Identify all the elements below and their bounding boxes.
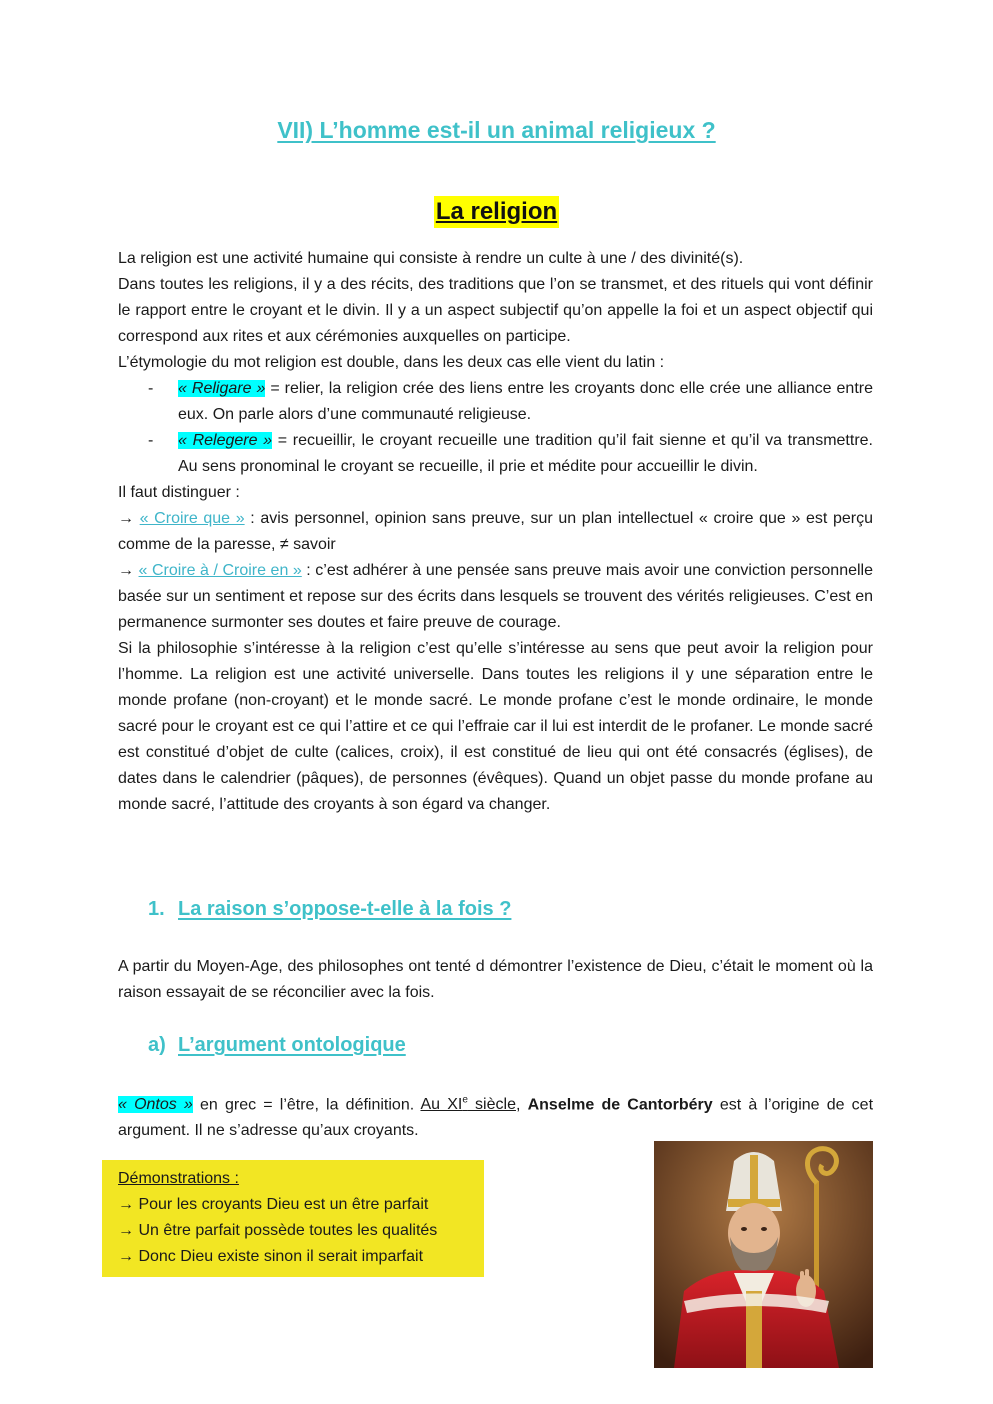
demonstration-content <box>118 1166 437 1270</box>
latin-term: « Religare » <box>178 380 266 397</box>
definition-text: : avis personnel, opinion sans preuve, sur un plan intellectuel « croire que » est perçu comme de la paresse, ≠ savoir <box>118 510 873 553</box>
heading-a <box>148 1034 406 1057</box>
heading-number: 1. <box>148 898 165 920</box>
section-heading-wrap <box>0 196 993 228</box>
heading-1 <box>148 898 511 921</box>
heading-number: a) <box>148 1034 166 1056</box>
greek-term: « Ontos » <box>118 1096 193 1114</box>
list-item <box>118 376 873 428</box>
list-text: = recueillir, le croyant recueille une tradition qu’il fait sienne et qu’il va transmettre. Au sens pronominal le croyant se recueille, il prie et médite pour accueillir le divin. <box>178 432 873 475</box>
intro-block <box>118 246 873 818</box>
demonstration-line: → Donc Dieu existe sinon il serait imparfait <box>118 1248 424 1265</box>
list-item <box>118 428 873 480</box>
heading-text: L’argument ontologique <box>178 1034 406 1056</box>
paragraph: La religion est une activité humaine qui consiste à rendre un culte à une / des divinité(s). <box>118 250 744 267</box>
saint-portrait-icon <box>654 1141 873 1368</box>
paragraph-block <box>118 954 873 1006</box>
paragraph: L’étymologie du mot religion est double, dans les deux cas elle vient du latin : <box>118 354 665 371</box>
paragraph: Il faut distinguer : <box>118 484 240 501</box>
term-link[interactable]: « Croire à / Croire en » <box>138 562 302 579</box>
latin-term: « Relegere » <box>178 432 273 449</box>
paragraph <box>118 506 873 558</box>
century-text: Au XI <box>420 1096 463 1114</box>
text: , <box>515 1096 528 1114</box>
paragraph <box>118 1088 873 1144</box>
paragraph: Dans toutes les religions, il y a des récits, des traditions que l’on se transmet, et des rituels qui vont définir le rapport entre le croyant et le divin. Il y a un aspect subjectif qu’on appelle la foi et un aspect objectif qui correspond aux rites et aux cérémonies auxquelles on participe. <box>118 276 873 345</box>
author-name: Anselme de Cantorbéry <box>527 1096 713 1114</box>
demonstration-title: Démonstrations : <box>118 1170 239 1187</box>
superscript: e <box>462 1095 468 1106</box>
onto-block <box>118 1088 873 1144</box>
term-link[interactable]: « Croire que » <box>139 510 245 527</box>
saint-portrait-image <box>654 1141 873 1368</box>
definition-text: : c’est adhérer à une pensée sans preuve mais avoir une conviction personnelle basée sur un sentiment et repose sur des écrits dans lesquels se trouvent des vérités religieuses. C’est en permanence surmonter ses doutes et faire preuve de courage. <box>118 562 873 631</box>
etymology-list <box>118 376 873 480</box>
century <box>420 1096 516 1113</box>
demonstration-line: → Un être parfait possède toutes les qualités <box>118 1222 438 1239</box>
century-text: siècle <box>467 1096 516 1114</box>
text: est à l’origine de cet argument. Il ne s’adresse qu’aux croyants. <box>118 1096 874 1140</box>
list-dash: - <box>148 432 154 449</box>
list-dash: - <box>148 380 154 397</box>
heading-text: La raison s’oppose-t-elle à la fois ? <box>178 898 512 920</box>
list-text: = relier, la religion crée des liens entre les croyants donc elle crée une alliance entre eux. On parle alors d’une communauté religieuse. <box>178 380 873 423</box>
paragraph <box>118 558 873 636</box>
paragraph: Si la philosophie s’intéresse à la religion c’est qu’elle s’intéresse au sens que peut avoir la religion pour l’homme. La religion est une activité universelle. Dans toutes les religions il y une séparation entre le monde profane (non-croyant) et le monde sacré. Le monde profane c’est le monde ordinaire, le monde sacré pour le croyant est ce qui l’attire et ce qui l’effraie car il lui est interdit de le profaner. Le monde sacré est constitué d’objet de culte (calices, croix), il est constitué de lieu qui ont été consacrés (églises), de dates dans le calendrier (pâques), de personnes (évêques). Quand un objet passe du monde profane au monde sacré, l’attitude des croyants à son égard va changer. <box>118 640 873 813</box>
demonstration-line: → Pour les croyants Dieu est un être parfait <box>118 1196 429 1213</box>
section-heading: La religion <box>434 196 559 228</box>
demonstration-box <box>102 1160 484 1277</box>
paragraph: A partir du Moyen-Age, des philosophes ont tenté d démontrer l’existence de Dieu, c’était le moment où la raison essayait de se réconcilier avec la fois. <box>118 958 873 1001</box>
arrow-icon: → <box>118 510 140 527</box>
document-title: VII) L’homme est-il un animal religieux ? <box>277 117 716 143</box>
text: en grec = l’être, la définition. <box>192 1096 421 1114</box>
arrow-icon: → <box>118 562 139 579</box>
